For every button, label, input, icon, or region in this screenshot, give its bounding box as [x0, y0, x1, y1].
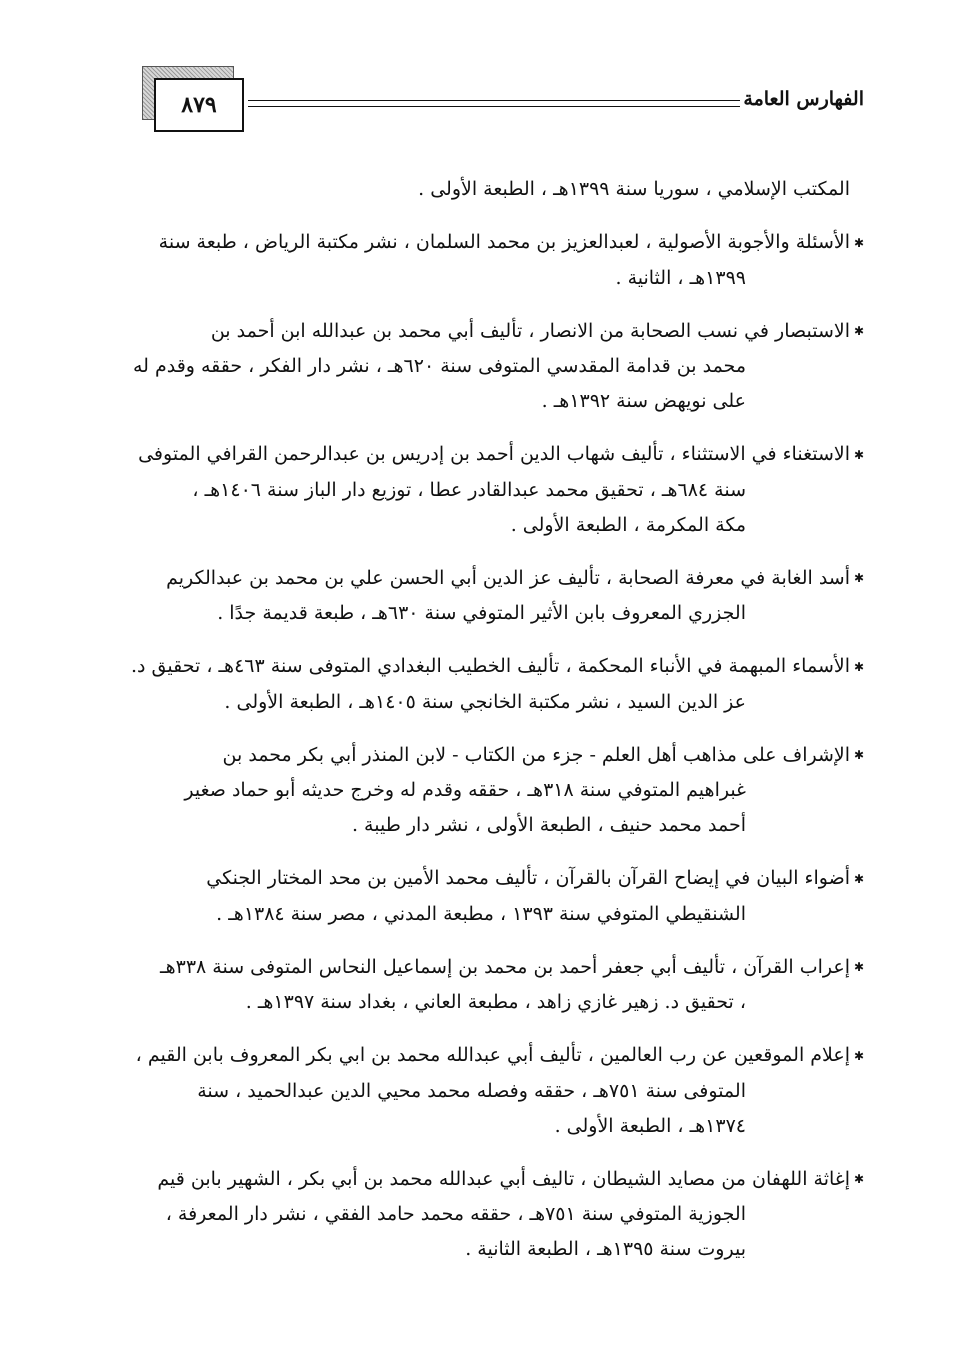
header-rule	[248, 100, 740, 101]
bibliography-entry	[128, 1038, 864, 1144]
entry-line	[128, 225, 864, 261]
asterisk-bullet-icon: ✱	[853, 1048, 864, 1063]
entry-line: غبراهيم المتوفي سنة ٣١٨هـ ، حققه وقدم له وخرج حديثه أبو حماد صغير	[184, 779, 746, 801]
entry-line: بيروت سنة ١٣٩٥هـ ، الطبعة الثانية .	[465, 1238, 746, 1260]
asterisk-bullet-icon: ✱	[853, 447, 864, 462]
entry-line: على نويهض سنة ١٣٩٢هـ .	[541, 390, 746, 412]
continuation-entry	[128, 172, 864, 207]
entry-line	[128, 561, 864, 597]
asterisk-bullet-icon: ✱	[853, 1172, 864, 1186]
entry-line	[128, 437, 864, 473]
entry-text: الاستغناء في الاستثناء ، تأليف شهاب الدين أحمد بن إدريس بن عبدالرحمن القرافي المتوفى	[138, 443, 850, 465]
asterisk-bullet-icon: ✱	[853, 748, 864, 762]
entry-line: المتوفى سنة ٧٥١هـ ، حققه وفصله محمد محيي الدين عبدالحميد ، سنة	[197, 1079, 746, 1102]
entry-line: الجزري المعروف بابن الأثير المتوفي سنة ٦٣٠هـ ، طبعة قديمة جدًا .	[217, 602, 746, 624]
entry-list	[128, 225, 864, 1267]
asterisk-bullet-icon: ✱	[853, 960, 864, 974]
asterisk-bullet-icon: ✱	[853, 235, 864, 250]
entry-line: الشنقيطي المتوفي سنة ١٣٩٣ ، مطبعة المدني ، مصر سنة ١٣٨٤هـ .	[216, 902, 746, 925]
entry-line: محمد بن قدامة المقدسي المتوفى سنة ٦٢٠هـ ، نشر دار الفكر ، حققه وقدم له	[132, 355, 746, 377]
entry-text: الإشراف على مذاهب أهل العلم - جزء من الكتاب - لابن المنذر أبي بكر محمد بن	[222, 743, 850, 766]
bibliography-entry	[128, 1162, 864, 1268]
bibliography-entry	[128, 649, 864, 720]
entry-text: أسد الغابة في معرفة الصحابة ، تأليف عز الدين أبي الحسن علي بن محمد بن عبدالكريم	[166, 566, 850, 589]
entry-text: إعراب القرآن ، تأليف أبي جعفر أحمد بن محمد بن إسماعيل النحاس المتوفى سنة ٣٣٨هـ	[160, 955, 850, 978]
entry-line	[128, 314, 864, 350]
section-title: الفهارس العامة	[743, 88, 864, 110]
page-header	[140, 66, 864, 136]
entry-line: سنة ٦٨٤هـ ، تحقيق محمد عبدالقادر عطا ، توزيع دار الباز سنة ١٤٠٦هـ ،	[192, 478, 746, 501]
entry-line	[128, 1162, 864, 1198]
header-rule	[248, 106, 740, 107]
asterisk-bullet-icon: ✱	[853, 571, 864, 585]
entry-line	[128, 738, 864, 774]
entry-line: الجوزية المتوفي سنة ٧٥١هـ ، حققه محمد حامد الفقي ، نشر دار المعرفة ،	[165, 1203, 746, 1225]
bibliography-entry	[128, 225, 864, 296]
entry-line	[128, 649, 864, 685]
entry-line: عز الدين السيد ، نشر مكتبة الخانجي سنة ١٤٠٥هـ ، الطبعة الأولى .	[224, 690, 746, 713]
asterisk-bullet-icon: ✱	[853, 324, 864, 338]
page-number: ٨٧٩	[154, 78, 244, 132]
entry-text: الأسئلة والأجوبة الأصولية ، لعبدالعزيز بن محمد السلمان ، نشر مكتبة الرياض ، طبعة سنة	[158, 231, 850, 253]
entry-line: أحمد محمد حنيف ، الطبعة الأولى ، نشر دار طيبة .	[351, 814, 746, 836]
entry-line: المكتب الإسلامي ، سوريا سنة ١٣٩٩هـ ، الطبعة الأولى .	[418, 178, 850, 200]
bibliography-entry	[128, 950, 864, 1021]
entry-text: إعلام الموقعين عن رب العالمين ، تأليف أبي عبدالله محمد بن ابي بكر المعروف بابن القيم ،	[135, 1044, 850, 1066]
entry-line: ١٣٧٤هـ ، الطبعة الأولى .	[554, 1114, 746, 1137]
entry-text: إغاثة اللهفان من مصايد الشيطان ، تاليف أبي عبدالله محمد بن أبي بكر ، الشهير بابن قيم	[157, 1167, 850, 1190]
bibliography-entry	[128, 738, 864, 844]
entry-text: الاستبصار في نسب الصحابة من الانصار ، تأليف أبي محمد بن عبدالله ابن أحمد بن	[210, 319, 850, 342]
bibliography-entry	[128, 561, 864, 632]
bibliography-entry	[128, 437, 864, 543]
entry-line	[128, 950, 864, 986]
entry-text: أضواء البيان في إيضاح القرآن بالقرآن ، تأليف محمد الأمين بن محد المختار الجنكي	[206, 867, 850, 889]
entry-text: الأسماء المبهمة في الأنباء المحكمة ، تأليف الخطيب البغدادي المتوفى سنة ٤٦٣هـ ، تحقيق د.	[131, 655, 850, 677]
asterisk-bullet-icon: ✱	[853, 871, 864, 886]
index-content	[128, 172, 864, 1285]
entry-line: ، تحقيق د. زهير غازي زاهد ، مطبعة العاني ، بغداد سنة ١٣٩٧هـ .	[245, 991, 746, 1013]
entry-line	[128, 1038, 864, 1074]
entry-line: مكة المكرمة ، الطبعة الأولى .	[510, 513, 746, 536]
entry-line: ١٣٩٩هـ ، الثانية .	[615, 266, 746, 289]
bibliography-entry	[128, 314, 864, 420]
bibliography-entry	[128, 861, 864, 932]
entry-line	[128, 861, 864, 897]
asterisk-bullet-icon: ✱	[853, 659, 864, 674]
